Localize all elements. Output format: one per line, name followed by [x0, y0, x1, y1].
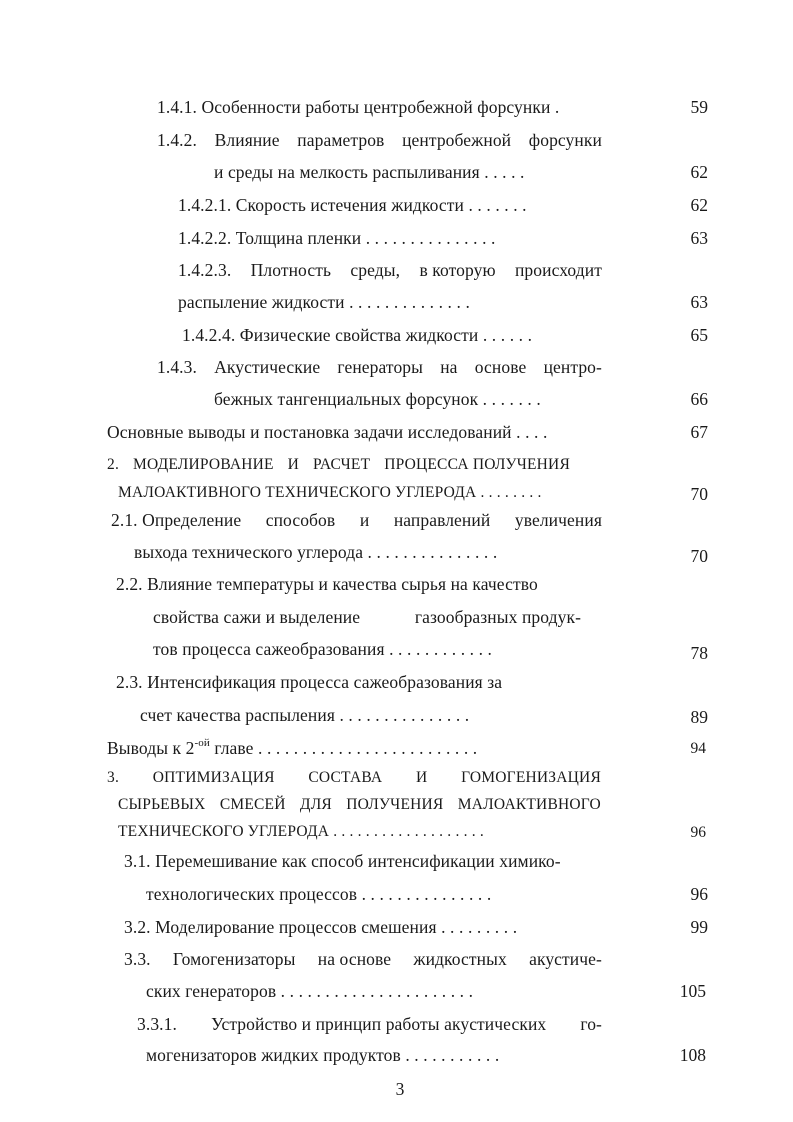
toc-word: Устройство и принцип работы акустических — [211, 1014, 547, 1034]
toc-page-number: 78 — [690, 643, 708, 663]
toc-page-number: 65 — [690, 325, 708, 345]
toc-entry-1-4-2-2: 1.4.2.2. Толщина пленки . . . . . . . . . . . . . . . — [178, 228, 496, 248]
toc-word: И — [416, 769, 428, 786]
toc-word: СЫРЬЕВЫХ — [118, 796, 206, 813]
toc-word: центробежной — [402, 130, 512, 150]
toc-word: жидкостных — [413, 949, 507, 969]
toc-page-number: 59 — [690, 97, 708, 117]
toc-word: происходит — [514, 260, 602, 280]
toc-word: основе — [474, 357, 527, 377]
toc-entry-1-4-1: 1.4.1. Особенности работы центробежной форсунки . — [157, 97, 560, 117]
toc-word: направлений — [393, 510, 491, 530]
toc-page-number: 63 — [690, 292, 708, 312]
toc-page-number: 62 — [690, 162, 708, 182]
toc-entry-2-3-line2: счет качества распыления . . . . . . . . . . . . . . . — [140, 705, 470, 725]
toc-text: Выводы к 2 — [107, 738, 195, 758]
toc-word: газообразных продук- — [414, 607, 581, 627]
toc-entry-1-4-2-line2: и среды на мелкость распыливания . . . . . — [214, 162, 525, 182]
toc-entry-3-1-line1: 3.1. Перемешивание как способ интенсификации химико- — [124, 851, 561, 871]
toc-page-number: 62 — [690, 195, 708, 215]
toc-entry-1-4-2-4: 1.4.2.4. Физические свойства жидкости . . . . . . — [182, 325, 533, 345]
toc-word: свойства сажи и выделение — [153, 607, 361, 627]
toc-entry-3-3-line1 — [124, 948, 602, 970]
toc-entry-2-2-line3: тов процесса сажеобразования . . . . . . . . . . . . — [153, 639, 493, 659]
toc-entry-1-4-2-1: 1.4.2.1. Скорость истечения жидкости . . . . . . . — [178, 195, 527, 215]
toc-word: Влияние — [214, 130, 280, 150]
toc-entry-1-4-2-line1 — [157, 129, 602, 151]
page-number: 3 — [395, 1079, 405, 1099]
toc-word: 1.4.2. — [157, 130, 197, 150]
toc-word: 1.4.2.3. — [178, 260, 232, 280]
toc-word: акустиче- — [529, 949, 602, 969]
toc-entry-2-1-line2: выхода технического углерода . . . . . . . . . . . . . . . — [134, 542, 498, 562]
toc-superscript: -ой — [194, 737, 210, 750]
toc-entry-3-1-line2: технологических процессов . . . . . . . . . . . . . . . — [146, 884, 492, 904]
toc-entry-3-3-1-line2: могенизаторов жидких продуктов . . . . . . . . . . . — [146, 1045, 500, 1065]
toc-chapter-3-line3: ТЕХНИЧЕСКОГО УГЛЕРОДА . . . . . . . . . . . . . . . . . . . — [118, 823, 484, 840]
toc-word: МОДЕЛИРОВАНИЕ — [132, 456, 274, 473]
toc-page-number: 70 — [690, 546, 708, 566]
toc-page-number: 70 — [690, 484, 708, 504]
toc-entry-2-3-line1: 2.3. Интенсификация процесса сажеобразования за — [116, 672, 503, 692]
toc-word: в которую — [419, 260, 496, 280]
toc-word: на основе — [317, 949, 392, 969]
toc-word: среды, — [350, 260, 401, 280]
toc-entry-2-2-line1: 2.2. Влияние температуры и качества сырья на качество — [116, 574, 538, 594]
toc-page-number: 108 — [679, 1045, 706, 1065]
toc-word: и — [359, 510, 370, 530]
toc-word: 1.4.3. — [157, 357, 197, 377]
toc-page-number: 63 — [690, 228, 708, 248]
toc-entry-3-3-1-line1 — [137, 1013, 602, 1035]
toc-word: Гомогенизаторы — [172, 949, 296, 969]
toc-page-number: 67 — [690, 422, 708, 442]
toc-page-number: 105 — [679, 981, 706, 1001]
toc-word: РАСЧЕТ — [313, 456, 371, 473]
toc-entry-3-2: 3.2. Моделирование процессов смешения . . . . . . . . . — [124, 917, 518, 937]
toc-page-number: 96 — [690, 824, 706, 841]
toc-word: 2. — [107, 456, 120, 473]
toc-chapter-3-line1 — [107, 767, 601, 789]
toc-word: ПОЛУЧЕНИЯ — [346, 796, 444, 813]
toc-word: 3.3. — [124, 949, 151, 969]
toc-word: го- — [580, 1014, 602, 1034]
toc-entry-1-4-2-3-line1 — [178, 259, 602, 281]
toc-page-number: 89 — [690, 707, 708, 727]
toc-entry-1-4-3-line2: бежных тангенциальных форсунок . . . . . . . — [214, 389, 541, 409]
toc-entry-3-3-line2: ских генераторов . . . . . . . . . . . . . . . . . . . . . . — [146, 981, 474, 1001]
toc-word: форсунки — [528, 130, 602, 150]
toc-page-number: 99 — [690, 917, 708, 937]
toc-word: 2.1. Определение — [111, 510, 242, 530]
toc-page-number: 66 — [690, 389, 708, 409]
toc-chapter-3-line2 — [118, 794, 601, 816]
toc-word: ПРОЦЕССА ПОЛУЧЕНИЯ — [384, 456, 570, 473]
toc-text: главе . . . . . . . . . . . . . . . . . . . . . . . . . — [209, 738, 478, 758]
toc-page-number: 96 — [690, 884, 708, 904]
toc-word: СМЕСЕЙ — [219, 796, 286, 813]
toc-entry-conclusions-1: Основные выводы и постановка задачи исследований . . . . — [107, 422, 548, 442]
toc-word: 3.3.1. — [137, 1014, 177, 1034]
toc-word: способов — [265, 510, 336, 530]
toc-word: центро- — [543, 357, 602, 377]
toc-word: МАЛОАКТИВНОГО — [457, 796, 601, 813]
toc-word: параметров — [297, 130, 385, 150]
toc-word: 3. — [107, 769, 120, 786]
toc-entry-1-4-2-3-line2: распыление жидкости . . . . . . . . . . . . . . — [178, 292, 470, 312]
toc-word: генераторы — [337, 357, 424, 377]
toc-word: ОПТИМИЗАЦИЯ — [152, 769, 275, 786]
toc-word: ДЛЯ — [299, 796, 332, 813]
toc-chapter-2-line2: МАЛОАКТИВНОГО ТЕХНИЧЕСКОГО УГЛЕРОДА . . . . . . . . — [118, 484, 542, 501]
toc-word: увеличения — [514, 510, 602, 530]
toc-entry-2-2-line2 — [153, 606, 581, 628]
toc-word: Акустические — [214, 357, 321, 377]
toc-word: И — [287, 456, 300, 473]
toc-word: Плотность — [250, 260, 332, 280]
toc-chapter-2-line1 — [107, 454, 570, 476]
toc-word: ГОМОГЕНИЗАЦИЯ — [461, 769, 601, 786]
toc-word: СОСТАВА — [308, 769, 383, 786]
toc-word: на — [440, 357, 458, 377]
toc-entry-conclusions-2 — [107, 737, 477, 759]
toc-page-number: 94 — [690, 740, 706, 757]
toc-entry-1-4-3-line1 — [157, 356, 602, 378]
toc-entry-2-1-line1 — [111, 509, 602, 531]
